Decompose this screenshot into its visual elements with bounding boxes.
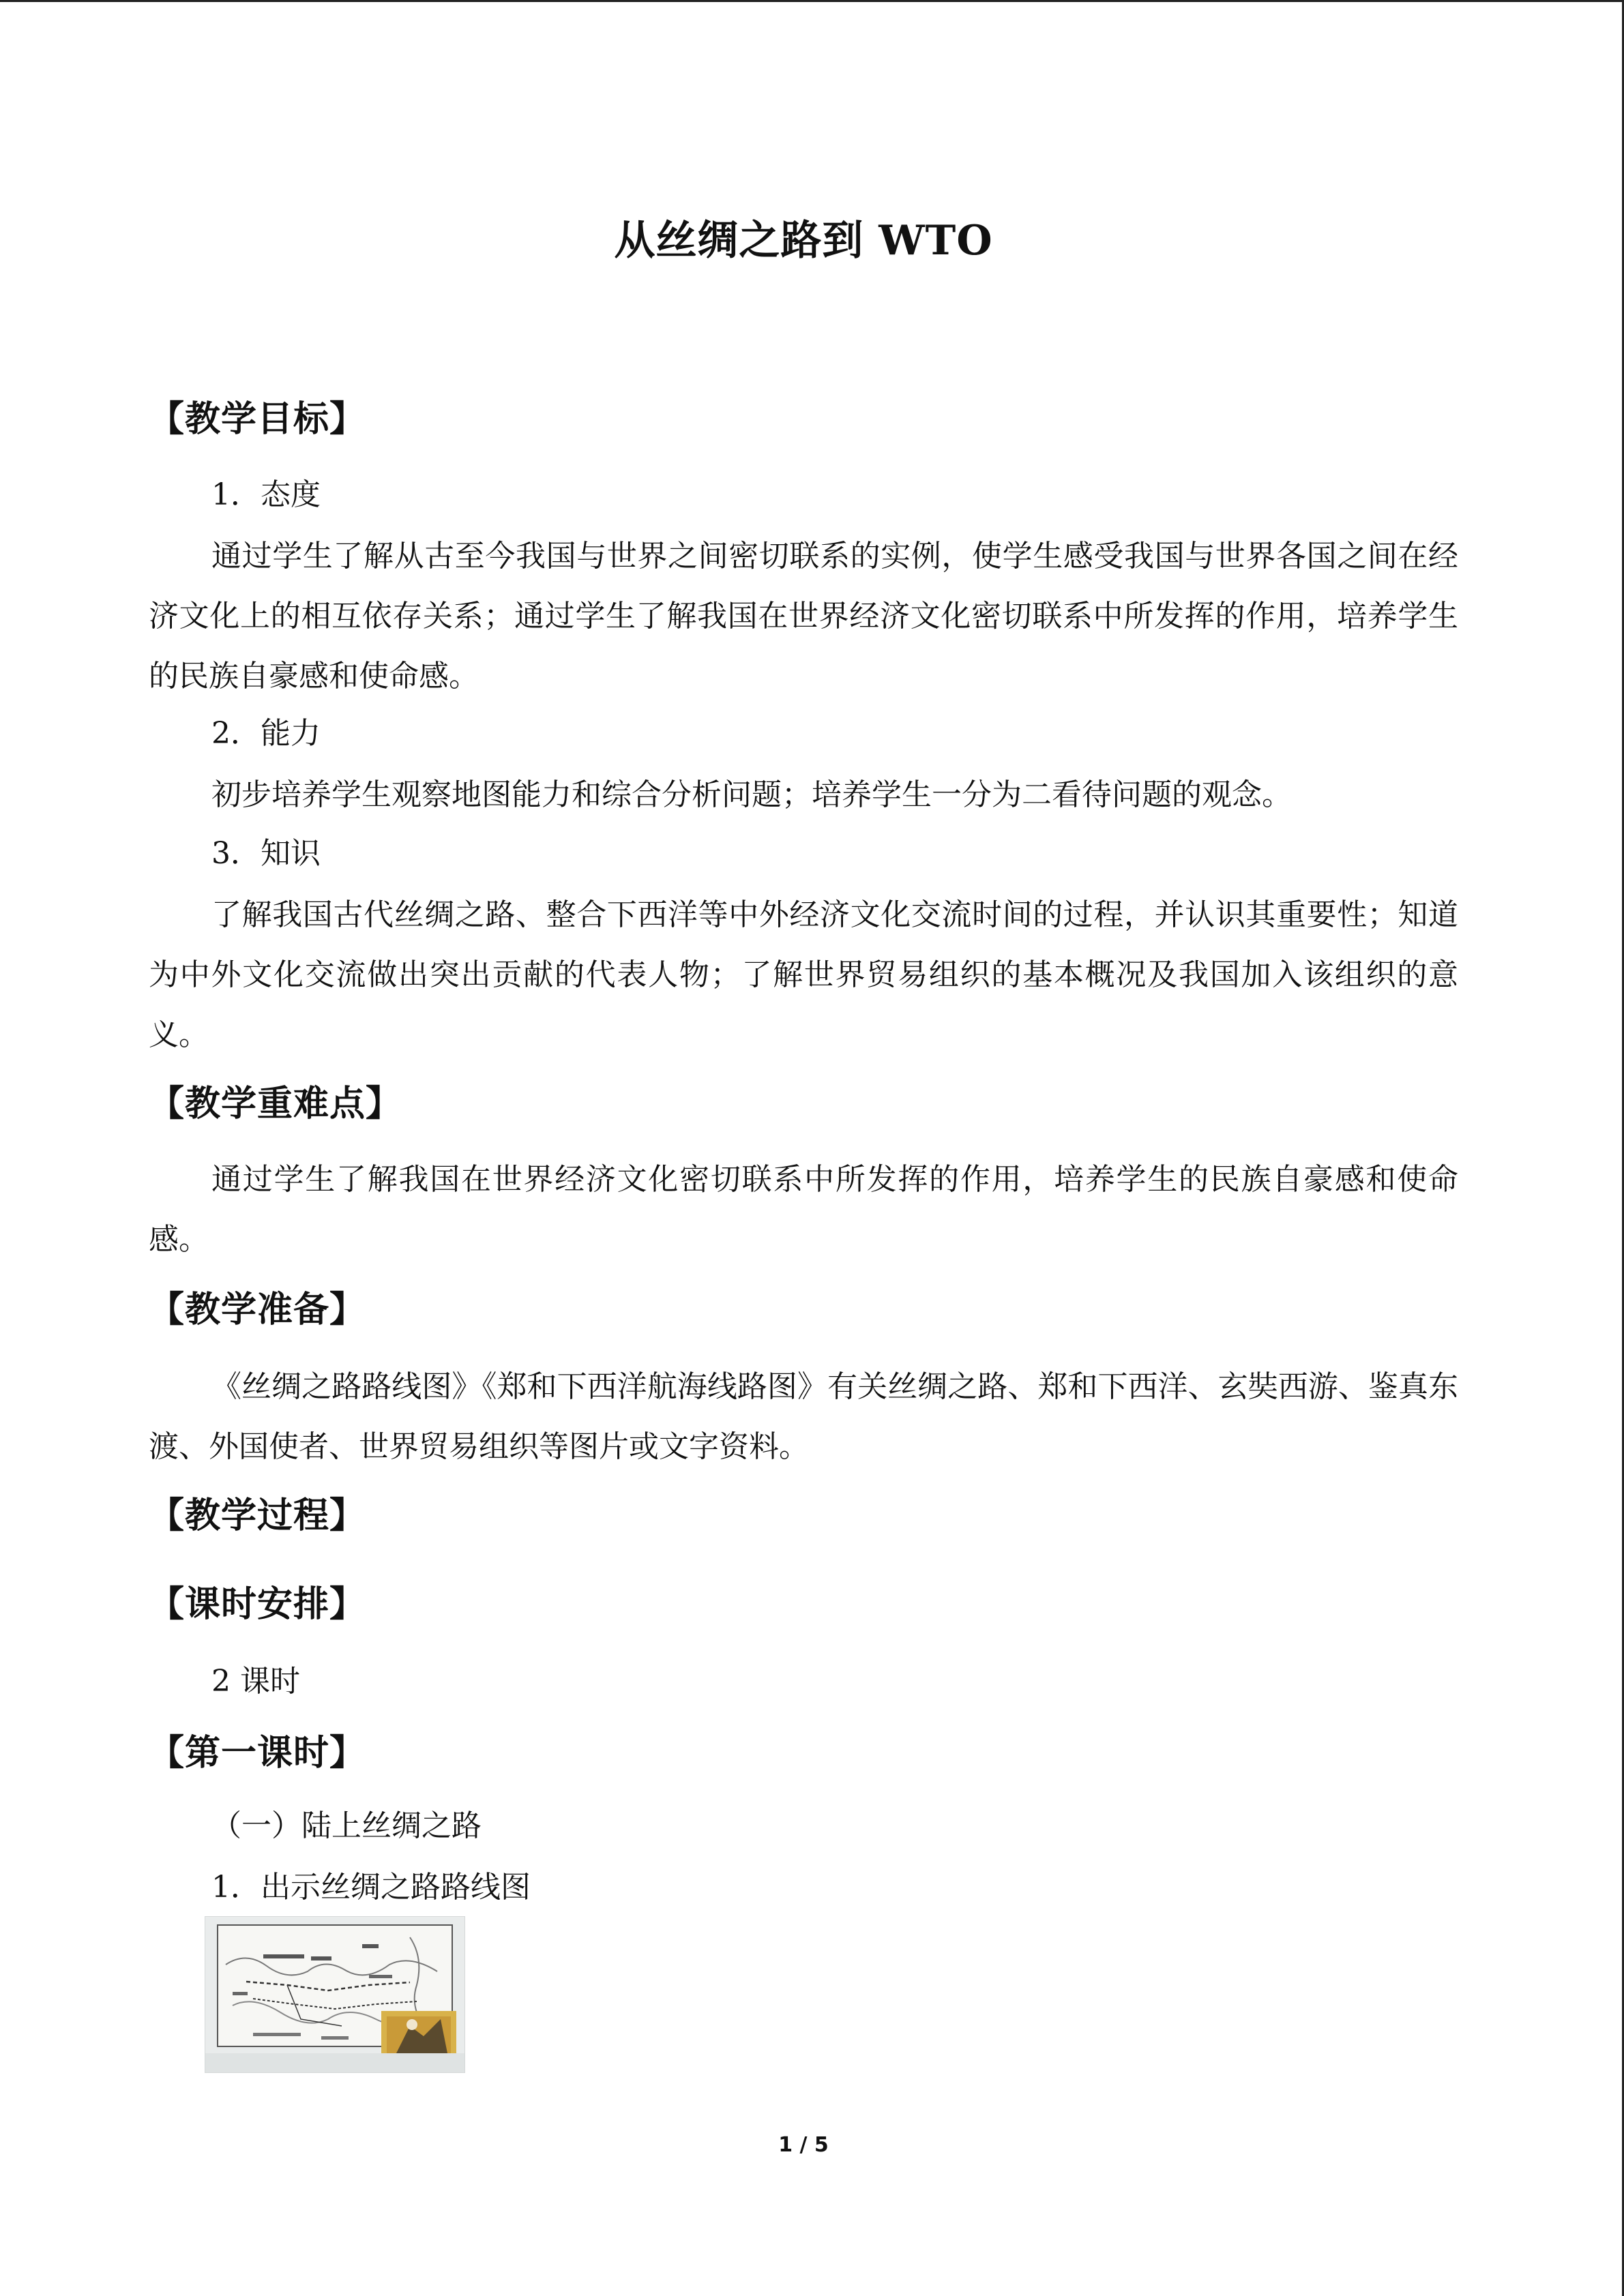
objective-item-knowledge: 3．知识 (211, 836, 321, 871)
heading-key-points: 【教学重难点】 (149, 1084, 402, 1124)
objective-item-attitude: 1．态度 (211, 477, 321, 512)
heading-process: 【教学过程】 (149, 1495, 366, 1536)
preparation-text: 《丝绸之路路线图》《郑和下西洋航海线路图》有关丝绸之路、郑和下西洋、玄奘西游、鉴真东渡、外国使者、世界贸易组织等图片或文字资料。 (149, 1369, 1458, 1464)
heading-first-lesson: 【第一课时】 (149, 1733, 366, 1774)
objective-ability-text: 初步培养学生观察地图能力和综合分析问题；培养学生一分为二看待问题的观念。 (211, 777, 1292, 812)
silk-road-map-graphic (205, 1917, 464, 2072)
page-top-border (0, 0, 1624, 2)
key-points-text: 通过学生了解我国在世界经济文化密切联系中所发挥的作用，培养学生的民族自豪感和使命感。 (149, 1162, 1458, 1257)
objective-item-ability: 2．能力 (211, 716, 321, 751)
schedule-text: 2 课时 (211, 1664, 300, 1699)
heading-objectives: 【教学目标】 (149, 399, 366, 440)
objective-knowledge-text: 了解我国古代丝绸之路、整合下西洋等中外经济文化交流时间的过程，并认识其重要性；知道为中外文化交流做出突出贡献的代表人物；了解世界贸易组织的基本概况及我国加入该组织的意义。 (149, 897, 1458, 1052)
document-title: 从丝绸之路到 WTO (614, 217, 993, 265)
heading-preparation: 【教学准备】 (149, 1289, 366, 1330)
objective-attitude-text: 通过学生了解从古至今我国与世界之间密切联系的实例，使学生感受我国与世界各国之间在经济文化上的相互依存关系；通过学生了解我国在世界经济文化密切联系中所发挥的作用，培养学生的民族自豪感和使命感。 (149, 539, 1458, 694)
heading-schedule: 【课时安排】 (149, 1584, 366, 1625)
first-lesson-subheading: （一）陆上丝绸之路 (211, 1808, 482, 1843)
first-lesson-item: 1．出示丝绸之路路线图 (211, 1870, 531, 1905)
page-number: 1 / 5 (778, 2133, 829, 2157)
silk-road-map-image (205, 1916, 465, 2073)
